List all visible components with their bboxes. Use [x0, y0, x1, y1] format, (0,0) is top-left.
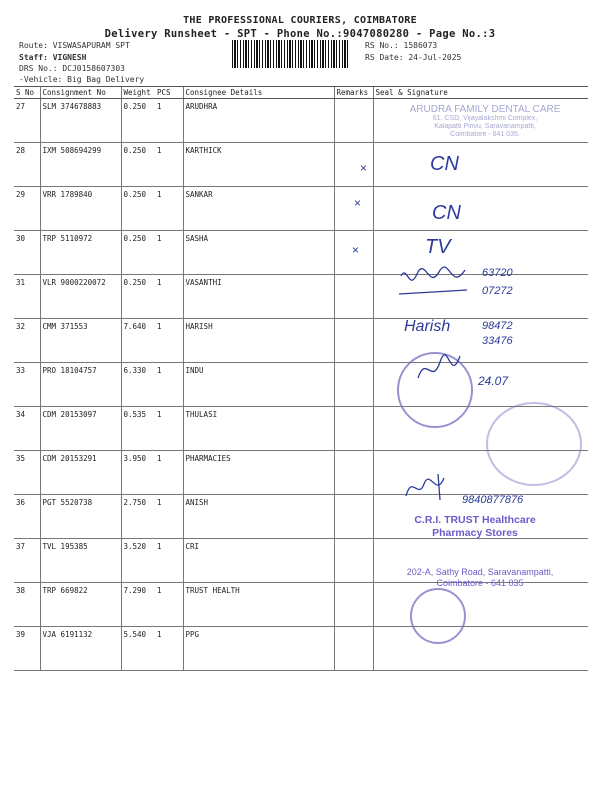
row-consignment-no: VLR 9000220072	[40, 275, 121, 319]
row-consignment-no: CMM 371553	[40, 319, 121, 363]
row-remarks	[334, 495, 373, 539]
col-remarks: Remarks	[334, 87, 373, 99]
row-pcs: 1	[155, 539, 183, 583]
row-consignment-no: PRO 18104757	[40, 363, 121, 407]
row-consignee: CRI	[183, 539, 334, 583]
handwritten-cn-28: CN	[430, 153, 459, 175]
cri-stamp-line3: 202-A, Sathy Road, Saravanampatti,	[406, 567, 554, 577]
row-sno: 32	[14, 319, 40, 363]
row-pcs: 1	[155, 187, 183, 231]
dental-stamp-line4: Coimbatore - 641 035.	[450, 131, 520, 138]
row-pcs: 1	[155, 143, 183, 187]
row-remarks	[334, 627, 373, 671]
row-remarks	[334, 275, 373, 319]
row-consignee: PPG	[183, 627, 334, 671]
round-seal-ppg	[410, 588, 466, 644]
row-weight: 0.535	[121, 407, 155, 451]
handwritten-phone-36: 9840877876	[462, 494, 524, 506]
table-row	[14, 143, 588, 187]
staff-label: Staff: VIGNESH	[19, 53, 87, 62]
row-consignment-no: IXM 508694299	[40, 143, 121, 187]
row-seal-signature	[373, 187, 588, 231]
row-remarks	[334, 143, 373, 187]
row-consignment-no: TVL 195385	[40, 539, 121, 583]
vehicle-label: -Vehicle: Big Bag Delivery	[19, 75, 145, 84]
row-seal-signature	[373, 143, 588, 187]
row-pcs: 1	[155, 495, 183, 539]
route-label: Route: VISWASAPURAM SPT	[19, 41, 130, 50]
dental-stamp-line3: Kalapatti Pirivu, Saravanampatti,	[434, 123, 536, 130]
row-weight: 0.250	[121, 99, 155, 143]
row-weight: 0.250	[121, 143, 155, 187]
cri-stamp-name: C.R.I. TRUST Healthcare	[414, 514, 536, 526]
row-sno: 37	[14, 539, 40, 583]
row-sno: 27	[14, 99, 40, 143]
row-consignee: VASANTHI	[183, 275, 334, 319]
handwritten-cn-29: CN	[432, 202, 461, 224]
handwritten-date-33: 24.07	[478, 374, 509, 388]
row-sno: 36	[14, 495, 40, 539]
dental-stamp-name: ARUDRA FAMILY DENTAL CARE	[409, 104, 561, 115]
table-row	[14, 187, 588, 231]
row-pcs: 1	[155, 363, 183, 407]
row-weight: 2.750	[121, 495, 155, 539]
row-weight: 3.520	[121, 539, 155, 583]
row-sno: 29	[14, 187, 40, 231]
remark-cross-28: ×	[360, 161, 368, 175]
row-consignment-no: TRP 5110972	[40, 231, 121, 275]
row-pcs: 1	[155, 319, 183, 363]
remark-cross-30: ×	[352, 243, 360, 257]
row-pcs: 1	[155, 627, 183, 671]
row-consignee: SANKAR	[183, 187, 334, 231]
row-remarks	[334, 99, 373, 143]
barcode	[232, 40, 350, 68]
row-sno: 30	[14, 231, 40, 275]
row-consignee: KARTHICK	[183, 143, 334, 187]
row-consignment-no: VJA 6191132	[40, 627, 121, 671]
company-title: THE PROFESSIONAL COURIERS, COIMBATORE	[183, 15, 417, 26]
row-consignee: ANISH	[183, 495, 334, 539]
row-pcs: 1	[155, 231, 183, 275]
row-consignee: HARISH	[183, 319, 334, 363]
signature-anish-icon	[400, 470, 460, 506]
row-pcs: 1	[155, 583, 183, 627]
row-remarks	[334, 583, 373, 627]
col-consignee: Consignee Details	[183, 87, 334, 99]
row-consignment-no: VRR 1789840	[40, 187, 121, 231]
row-pcs: 1	[155, 99, 183, 143]
col-consignment: Consignment No	[40, 87, 121, 99]
col-seal-signature: Seal & Signature	[373, 87, 588, 99]
handwritten-tv-30: TV	[425, 236, 451, 258]
row-consignment-no: SLM 374678883	[40, 99, 121, 143]
col-sno: S No	[14, 87, 40, 99]
row-sno: 38	[14, 583, 40, 627]
row-pcs: 1	[155, 451, 183, 495]
row-remarks	[334, 539, 373, 583]
handwritten-sign-32: Harish	[404, 318, 451, 335]
row-weight: 0.250	[121, 187, 155, 231]
round-seal-pharmacies	[486, 402, 582, 486]
row-sno: 35	[14, 451, 40, 495]
table-row	[14, 627, 588, 671]
row-weight: 6.330	[121, 363, 155, 407]
row-weight: 7.290	[121, 583, 155, 627]
row-consignment-no: TRP 669822	[40, 583, 121, 627]
row-sno: 39	[14, 627, 40, 671]
row-seal-signature	[373, 583, 588, 627]
row-consignee: PHARMACIES	[183, 451, 334, 495]
row-remarks	[334, 407, 373, 451]
row-remarks	[334, 451, 373, 495]
handwritten-phone-31a: 63720	[482, 267, 513, 279]
rs-number: RS No.: 1586073	[365, 41, 438, 50]
dental-stamp-line2: 61, CSD, Vijayalakshmi Complex,	[432, 115, 538, 122]
col-weight: Weight	[121, 87, 155, 99]
table-row	[14, 583, 588, 627]
signature-indu-icon	[410, 350, 470, 390]
cri-stamp-line4: Coimbatore - 641 035	[436, 578, 524, 588]
rs-date: RS Date: 24-Jul-2025	[365, 53, 462, 62]
row-sno: 34	[14, 407, 40, 451]
row-pcs: 1	[155, 407, 183, 451]
table-header-row	[14, 87, 588, 99]
drs-label: DRS No.: DCJ0158607303	[19, 64, 125, 73]
handwritten-phone-31b: 07272	[482, 285, 513, 297]
row-sno: 33	[14, 363, 40, 407]
row-seal-signature	[373, 627, 588, 671]
row-pcs: 1	[155, 275, 183, 319]
remark-cross-29: ×	[354, 196, 362, 210]
row-consignee: SASHA	[183, 231, 334, 275]
handwritten-phone-32a: 98472	[482, 320, 513, 332]
row-weight: 0.250	[121, 231, 155, 275]
cri-stamp-line2: Pharmacy Stores	[432, 527, 518, 539]
row-sno: 31	[14, 275, 40, 319]
row-sno: 28	[14, 143, 40, 187]
handwritten-phone-32b: 33476	[482, 335, 513, 347]
row-weight: 3.950	[121, 451, 155, 495]
signature-vasanthi-icon	[395, 262, 475, 302]
runsheet-title: Delivery Runsheet - SPT - Phone No.:9047080280 - Page No.:3	[104, 28, 496, 40]
col-pcs: PCS	[155, 87, 183, 99]
row-consignment-no: CDM 20153291	[40, 451, 121, 495]
row-remarks	[334, 363, 373, 407]
row-consignment-no: PGT 5520738	[40, 495, 121, 539]
row-consignee: ARUDHRA	[183, 99, 334, 143]
row-weight: 5.540	[121, 627, 155, 671]
row-remarks	[334, 319, 373, 363]
row-consignee: INDU	[183, 363, 334, 407]
row-consignment-no: CDM 20153097	[40, 407, 121, 451]
row-consignee: TRUST HEALTH	[183, 583, 334, 627]
row-weight: 7.640	[121, 319, 155, 363]
row-consignee: THULASI	[183, 407, 334, 451]
row-weight: 0.250	[121, 275, 155, 319]
